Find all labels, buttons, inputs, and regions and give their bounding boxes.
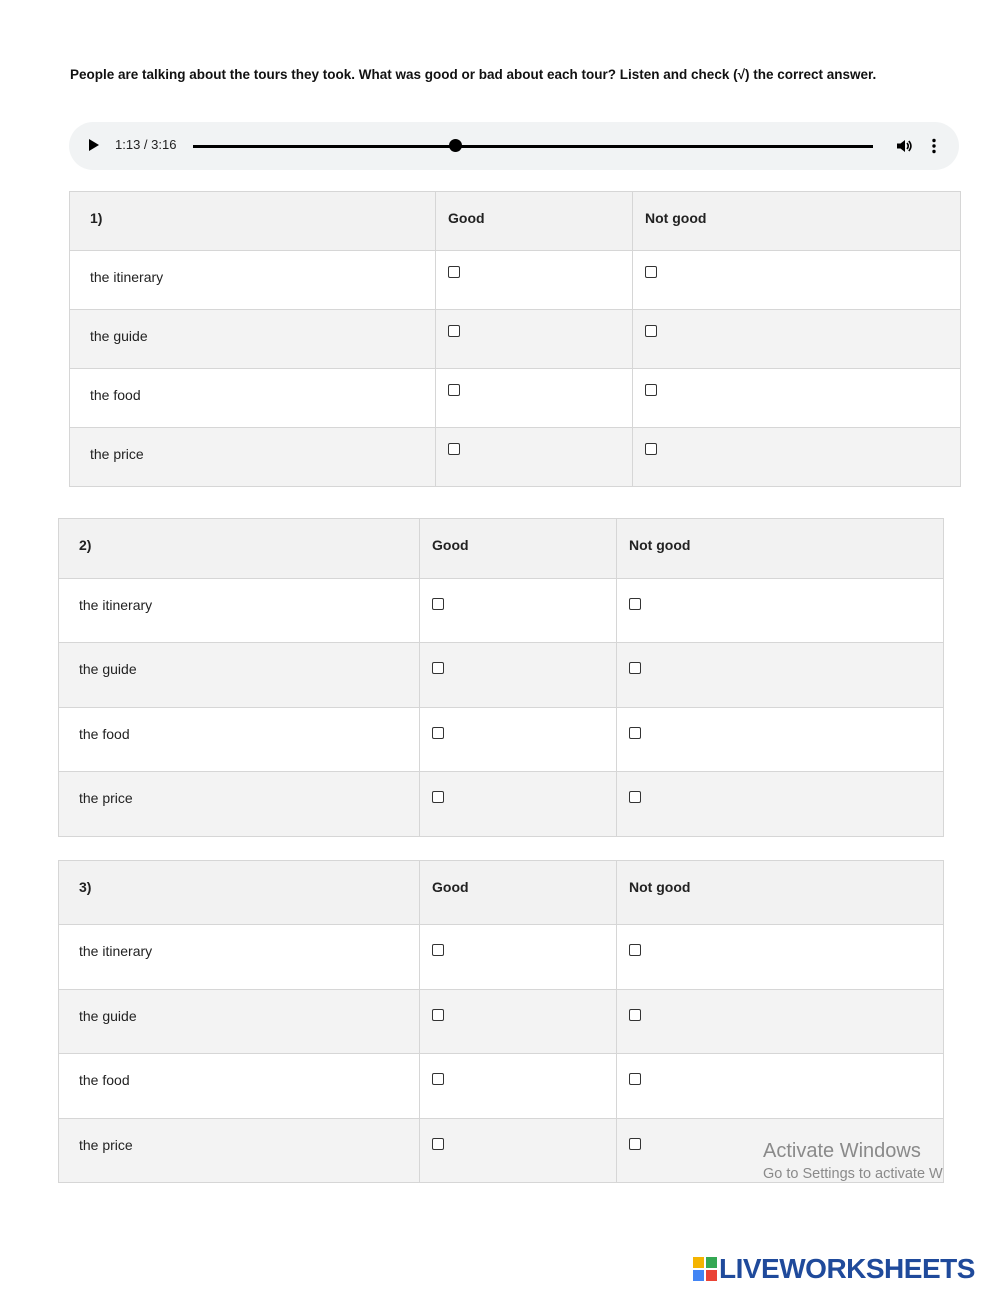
good-checkbox[interactable] — [432, 727, 444, 739]
row-item-label: the price — [59, 1119, 420, 1183]
not-good-column-header: Not good — [617, 861, 944, 925]
good-checkbox[interactable] — [432, 598, 444, 610]
table-row — [70, 369, 961, 428]
table-row — [59, 579, 944, 643]
not-good-checkbox[interactable] — [645, 384, 657, 396]
good-checkbox[interactable] — [432, 944, 444, 956]
table-row — [59, 990, 944, 1054]
row-item-label: the itinerary — [59, 579, 420, 643]
row-item-label: the food — [59, 1054, 420, 1119]
row-item-label: the itinerary — [59, 925, 420, 990]
row-item-label: the guide — [59, 990, 420, 1054]
tour-table-3 — [58, 860, 944, 1183]
table-label: 1) — [70, 192, 436, 251]
good-checkbox[interactable] — [448, 266, 460, 278]
good-checkbox[interactable] — [432, 1138, 444, 1150]
row-item-label: the guide — [70, 310, 436, 369]
row-item-label: the price — [70, 428, 436, 487]
liveworksheets-logo-icon — [693, 1257, 717, 1281]
good-checkbox[interactable] — [448, 384, 460, 396]
row-item-label: the food — [70, 369, 436, 428]
good-checkbox[interactable] — [448, 325, 460, 337]
good-checkbox[interactable] — [432, 1073, 444, 1085]
volume-icon[interactable] — [894, 136, 914, 156]
not-good-checkbox[interactable] — [645, 266, 657, 278]
good-column-header: Good — [420, 861, 617, 925]
audio-player[interactable] — [69, 122, 959, 170]
good-column-header: Good — [420, 519, 617, 579]
not-good-checkbox[interactable] — [645, 443, 657, 455]
table-row — [59, 925, 944, 990]
good-checkbox[interactable] — [448, 443, 460, 455]
not-good-column-header: Not good — [617, 519, 944, 579]
audio-progress-thumb[interactable] — [449, 139, 462, 152]
not-good-checkbox[interactable] — [629, 727, 641, 739]
good-checkbox[interactable] — [432, 1009, 444, 1021]
audio-progress-track[interactable] — [193, 145, 873, 148]
tour-table-1 — [69, 191, 961, 487]
instructions-text: People are talking about the tours they took. What was good or bad about each tour? Listen and check (√) the correct answer. — [70, 67, 877, 82]
not-good-checkbox[interactable] — [629, 1009, 641, 1021]
not-good-checkbox[interactable] — [629, 1073, 641, 1085]
not-good-column-header: Not good — [633, 192, 961, 251]
good-column-header: Good — [436, 192, 633, 251]
brand-name: LIVEWORKSHEETS — [719, 1253, 975, 1284]
table-label: 2) — [59, 519, 420, 579]
table-row — [59, 708, 944, 772]
not-good-checkbox[interactable] — [629, 598, 641, 610]
table-row — [59, 772, 944, 837]
more-options-icon[interactable] — [929, 136, 939, 156]
play-icon[interactable] — [89, 139, 99, 151]
row-item-label: the food — [59, 708, 420, 772]
watermark-title: Activate Windows — [763, 1140, 921, 1162]
table-row — [70, 310, 961, 369]
activate-windows-watermark — [763, 1138, 943, 1184]
table-row — [59, 1054, 944, 1119]
table-row — [59, 643, 944, 708]
good-checkbox[interactable] — [432, 791, 444, 803]
audio-time-display: 1:13 / 3:16 — [115, 137, 177, 152]
not-good-checkbox[interactable] — [645, 325, 657, 337]
good-checkbox[interactable] — [432, 662, 444, 674]
table-row — [70, 251, 961, 310]
table-row — [70, 428, 961, 487]
not-good-checkbox[interactable] — [629, 1138, 641, 1150]
watermark-subtitle: Go to Settings to activate W — [763, 1166, 943, 1182]
not-good-checkbox[interactable] — [629, 791, 641, 803]
table-label: 3) — [59, 861, 420, 925]
not-good-checkbox[interactable] — [629, 662, 641, 674]
row-item-label: the itinerary — [70, 251, 436, 310]
tour-table-2 — [58, 518, 944, 837]
not-good-checkbox[interactable] — [629, 944, 641, 956]
row-item-label: the price — [59, 772, 420, 837]
row-item-label: the guide — [59, 643, 420, 708]
